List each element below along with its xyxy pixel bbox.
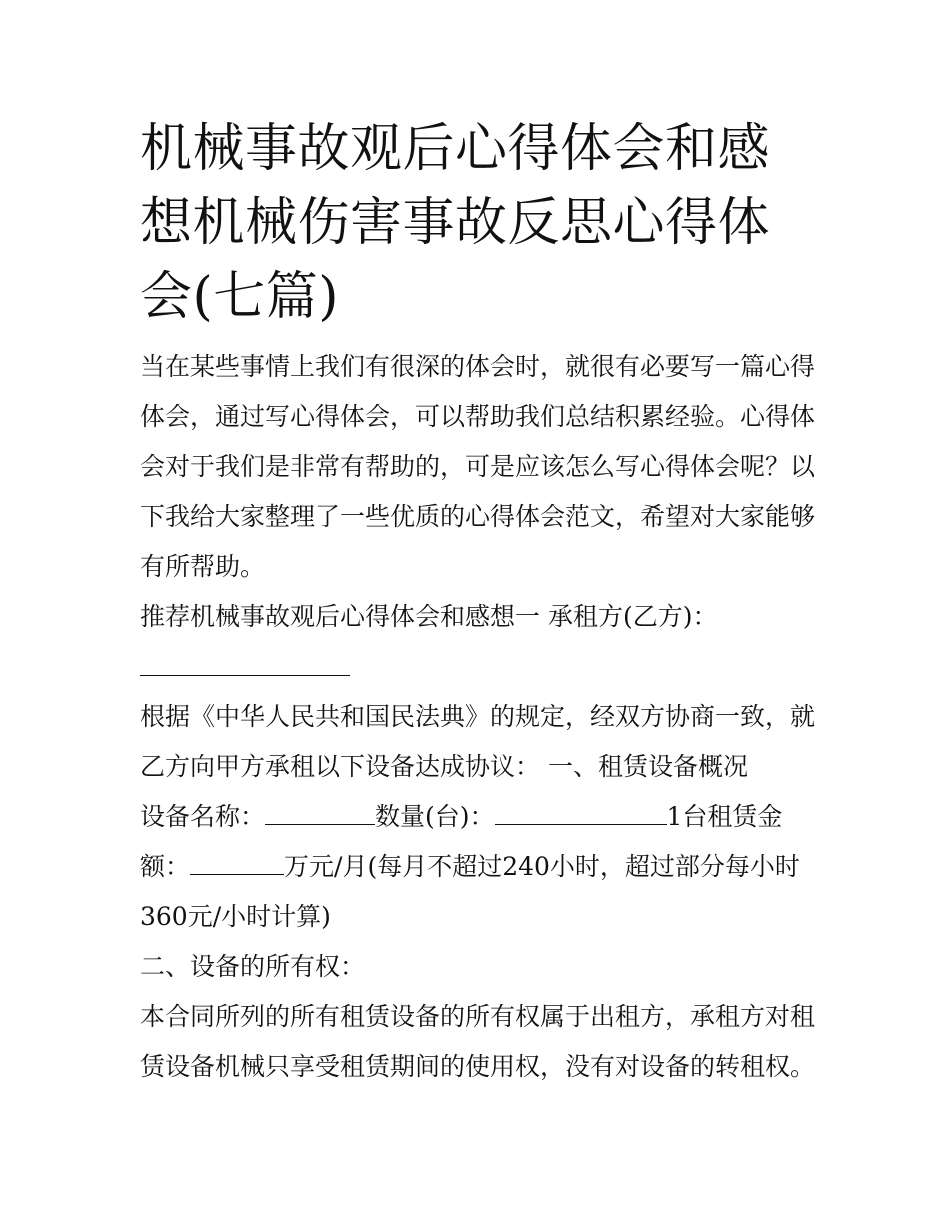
rent-label: 额： [140, 852, 191, 881]
document-title: 机械事故观后心得体会和感想机械伤害事故反思心得体会(七篇) [140, 119, 771, 327]
ownership-heading: 二、设备的所有权： [140, 952, 366, 981]
agreement-paragraph: 根据《中华人民共和国民法典》的规定，经双方协商一致，就乙方向甲方承租以下设备达成协议： 一、租赁设备概况 [140, 702, 816, 781]
signature-blank-line [140, 642, 820, 692]
equipment-line [140, 792, 820, 842]
equipment-name-label: 设备名称： [140, 802, 266, 831]
document-page [140, 112, 820, 1092]
equipment-name-blank [265, 794, 375, 825]
equipment-qty-label: 数量(台)： [375, 802, 495, 831]
underline-blank [140, 675, 350, 676]
intro-paragraph: 当在某些事情上我们有很深的体会时，就很有必要写一篇心得体会，通过写心得体会，可以帮助我们总结积累经验。心得体会对于我们是非常有帮助的，可是应该怎么写心得体会呢？以下我给大家整理了一些优质的心得体会范文，希望对大家能够有所帮助。 [140, 352, 816, 581]
ownership-paragraph: 本合同所列的所有租赁设备的所有权属于出租方，承租方对租赁设备机械只享受租赁期间的使用权，没有对设备的转租权。 [140, 1002, 816, 1081]
rent-suffix: 万元/月(每月不超过240小时，超过部分每小时 [284, 852, 800, 881]
rate-line: 360元/小时计算) [140, 902, 331, 931]
equipment-qty-suffix: 1台租赁金 [666, 802, 783, 831]
document-body [140, 342, 820, 1092]
equipment-qty-blank [495, 794, 667, 825]
rent-amount-blank [190, 844, 284, 875]
rent-line [140, 842, 820, 892]
section-heading: 推荐机械事故观后心得体会和感想一 承租方(乙方)： [140, 602, 718, 631]
